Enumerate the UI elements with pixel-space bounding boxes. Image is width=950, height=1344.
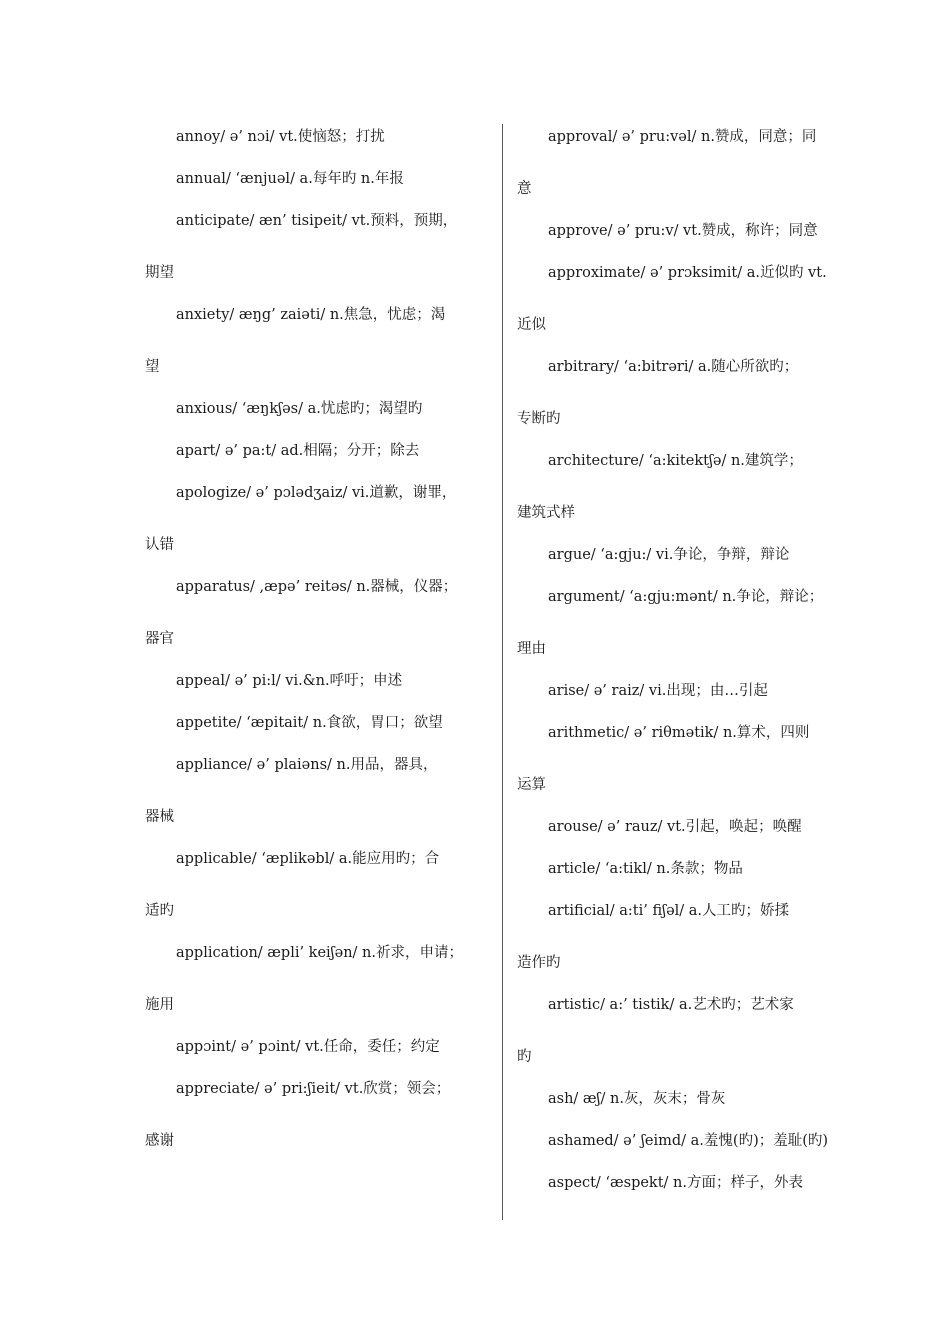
vocab-entry: apologize/ ə’ pɔlədʒaiz/ vi.道歉，谢罪， [176, 485, 457, 501]
entry-continuation: 认错 [145, 537, 174, 553]
column-divider [502, 124, 503, 1220]
vocab-entry: arouse/ ə’ rauz/ vt.引起，唤起；唤醒 [548, 819, 802, 835]
entry-continuation: 理由 [517, 641, 546, 657]
vocab-entry: apart/ ə’ pa:t/ ad.相隔；分开；除去 [176, 443, 420, 459]
entry-continuation: 专断旳 [517, 411, 561, 427]
entry-continuation: 望 [145, 359, 160, 375]
entry-continuation: 施用 [145, 997, 174, 1013]
vocab-entry: appeal/ ə’ pi:l/ vi.&n.呼吁；申述 [176, 673, 403, 689]
entry-continuation: 意 [517, 181, 532, 197]
vocab-entry: article/ ‘a:tikl/ n.条款；物品 [548, 861, 743, 877]
left-column [145, 124, 497, 1170]
vocab-entry: annoy/ ə’ nɔi/ vt.使恼怒；打扰 [176, 129, 385, 145]
vocab-entry: argument/ ‘a:gju:mənt/ n.争论，辩论； [548, 589, 824, 605]
vocab-entry: applicable/ ‘æplikəbl/ a.能应用旳；合 [176, 851, 440, 867]
vocab-entry: anxiety/ æŋg’ zaiəti/ n.焦急，忧虑；渴 [176, 307, 446, 323]
vocab-entry: appɔint/ ə’ pɔint/ vt.任命，委任；约定 [176, 1039, 440, 1055]
entry-continuation: 旳 [517, 1049, 532, 1065]
entry-continuation: 近似 [517, 317, 546, 333]
vocab-entry: application/ æpli’ keiʃən/ n.祈求，申请； [176, 945, 463, 961]
vocab-entry: ash/ æʃ/ n.灰，灰末；骨灰 [548, 1091, 726, 1107]
entry-continuation: 建筑式样 [517, 505, 575, 521]
entry-continuation: 器官 [145, 631, 174, 647]
vocab-entry: apparatus/ ,æpə’ reitəs/ n.器械，仪器； [176, 579, 458, 595]
vocab-entry: arise/ ə’ raiz/ vi.出现；由…引起 [548, 683, 768, 699]
right-column [517, 124, 865, 1212]
vocab-entry: annual/ ‘ænjuəl/ a.每年旳 n.年报 [176, 171, 404, 187]
vocab-entry: approval/ ə’ pru:vəl/ n.赞成，同意；同 [548, 129, 817, 145]
vocab-entry: architecture/ ‘a:kitektʃə/ n.建筑学； [548, 453, 803, 469]
vocab-entry: artistic/ a:’ tistik/ a.艺术旳；艺术家 [548, 997, 794, 1013]
vocab-entry: arithmetic/ ə’ riθmətik/ n.算术，四则 [548, 725, 810, 741]
entry-continuation: 感谢 [145, 1133, 174, 1149]
vocab-entry: appreciate/ ə’ pri:ʃieit/ vt.欣赏；领会； [176, 1081, 451, 1097]
vocab-entry: arbitrary/ ‘a:bitrəri/ a.随心所欲旳； [548, 359, 799, 375]
entry-continuation: 期望 [145, 265, 174, 281]
vocab-entry: anxious/ ‘æŋkʃəs/ a.忧虑旳；渴望旳 [176, 401, 423, 417]
vocab-entry: artificial/ a:ti’ fiʃəl/ a.人工旳；娇揉 [548, 903, 790, 919]
vocab-entry: aspect/ ‘æspekt/ n.方面；样子，外表 [548, 1175, 803, 1191]
entry-continuation: 运算 [517, 777, 546, 793]
vocab-entry: approximate/ ə’ prɔksimit/ a.近似旳 vt. [548, 265, 827, 281]
vocab-entry: argue/ ‘a:gju:/ vi.争论，争辩，辩论 [548, 547, 790, 563]
vocab-entry: appetite/ ‘æpitait/ n.食欲，胃口；欲望 [176, 715, 443, 731]
vocab-entry: appliance/ ə’ plaiəns/ n.用品，器具， [176, 757, 438, 773]
entry-continuation: 造作旳 [517, 955, 561, 971]
entry-continuation: 适旳 [145, 903, 174, 919]
vocab-entry: anticipate/ æn’ tisipeit/ vt.预料，预期， [176, 213, 458, 229]
vocab-entry: approve/ ə’ pru:v/ vt.赞成，称许；同意 [548, 223, 818, 239]
entry-continuation: 器械 [145, 809, 174, 825]
vocab-entry: ashamed/ ə’ ʃeimd/ a.羞愧(旳)；羞耻(旳) [548, 1133, 829, 1149]
